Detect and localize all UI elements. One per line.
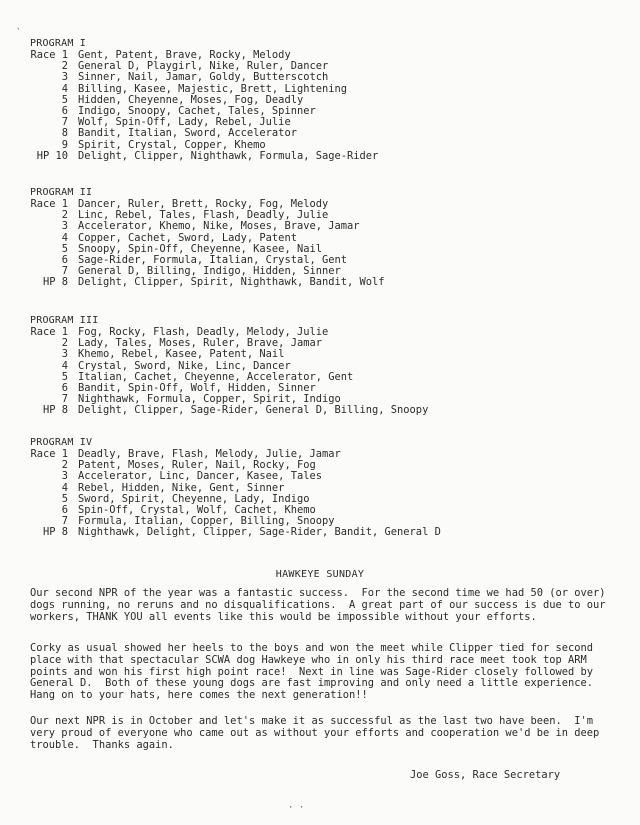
program-title: PROGRAM IV	[30, 437, 93, 448]
race-dogs: Sinner, Nail, Jamar, Goldy, Butterscotch	[78, 71, 329, 84]
race-label: 7	[61, 393, 68, 406]
race-dogs: Delight, Clipper, Sage-Rider, General D, Billing, Snoopy	[78, 404, 429, 417]
race-label: Race 1	[30, 326, 68, 338]
program-title: PROGRAM I	[30, 38, 86, 49]
race-dogs: Accelerator, Linc, Dancer, Kasee, Tales	[78, 470, 322, 483]
race-dogs: Rebel, Hidden, Nike, Gent, Sinner	[78, 481, 285, 494]
race-dogs: Copper, Cachet, Sword, Lady, Patent	[78, 231, 297, 244]
program-title: PROGRAM II	[30, 187, 93, 198]
program-block	[30, 38, 590, 162]
race-label: 4	[61, 481, 68, 494]
race-label: 2	[61, 337, 68, 350]
race-dogs: Spirit, Crystal, Copper, Khemo	[78, 138, 266, 151]
race-row	[30, 527, 590, 538]
race-label: HP 8	[42, 404, 68, 417]
race-dogs: Indigo, Snoopy, Cachet, Tales, Spinner	[78, 104, 316, 117]
program-block	[30, 437, 590, 539]
race-label: 3	[61, 71, 68, 84]
race-label: 3	[61, 348, 68, 361]
race-dogs: Italian, Cachet, Cheyenne, Accelerator, Gent	[78, 370, 354, 383]
race-label: 6	[61, 381, 68, 394]
race-label: 5	[61, 370, 68, 383]
race-dogs: Delight, Clipper, Spirit, Nighthawk, Bandit, Wolf	[78, 276, 385, 289]
race-label: 7	[61, 265, 68, 278]
stray-mark: `	[16, 28, 22, 38]
race-label: 7	[61, 116, 68, 129]
race-dogs: Crystal, Sword, Nike, Linc, Dancer	[78, 359, 291, 372]
race-dogs: Billing, Kasee, Majestic, Brett, Lightening	[78, 82, 347, 95]
race-dogs: Gent, Patent, Brave, Rocky, Melody	[78, 49, 291, 61]
race-label: HP 8	[42, 276, 68, 289]
race-label: 5	[61, 492, 68, 505]
race-label: 6	[61, 503, 68, 516]
race-dogs: Patent, Moses, Ruler, Nail, Rocky, Fog	[78, 459, 316, 472]
race-dogs: Khemo, Rebel, Kasee, Patent, Nail	[78, 348, 285, 361]
paragraph-intro: Our second NPR of the year was a fantastic success. For the second time we had 50 (or over) dogs running, no reruns and no disqualifications. A great part of our success is due to our workers, THANK YOU all events like this would be impossible without your efforts.	[30, 587, 606, 623]
race-dogs: Deadly, Brave, Flash, Melody, Julie, Jamar	[78, 448, 341, 460]
race-label: 4	[61, 231, 68, 244]
race-dogs: Wolf, Spin-Off, Lady, Rebel, Julie	[78, 116, 291, 129]
race-label: Race 1	[30, 198, 68, 210]
race-label: Race 1	[30, 49, 68, 61]
race-dogs: Hidden, Cheyenne, Moses, Fog, Deadly	[78, 93, 304, 106]
program-block	[30, 187, 590, 289]
race-label: Race 1	[30, 448, 68, 460]
race-row	[30, 151, 590, 162]
race-row	[30, 349, 590, 360]
race-row	[30, 471, 590, 482]
race-label: 9	[61, 138, 68, 151]
race-dogs: Formula, Italian, Copper, Billing, Snoopy	[78, 515, 335, 528]
race-dogs: Nighthawk, Delight, Clipper, Sage-Rider, Bandit, General D	[78, 526, 441, 539]
race-label: 2	[61, 60, 68, 73]
race-dogs: Spin-Off, Crystal, Wolf, Cachet, Khemo	[78, 503, 316, 516]
race-label: 2	[61, 209, 68, 222]
race-dogs: General D, Playgirl, Nike, Ruler, Dancer	[78, 60, 329, 73]
race-dogs: Linc, Rebel, Tales, Flash, Deadly, Julie	[78, 209, 329, 222]
race-label: 4	[61, 359, 68, 372]
race-label: 8	[61, 127, 68, 140]
race-dogs: Dancer, Ruler, Brett, Rocky, Fog, Melody	[78, 198, 329, 210]
race-label: 6	[61, 253, 68, 266]
race-label: 3	[61, 220, 68, 233]
paragraph-closing: Our next NPR is in October and let's make it as successful as the last two have been. I'm very proud of everyone who came out as without your efforts and cooperation we'd be in deep trouble. Thanks again.	[30, 715, 600, 751]
race-label: 4	[61, 82, 68, 95]
race-row	[30, 277, 590, 288]
race-label: 6	[61, 104, 68, 117]
stray-mark: · ·	[288, 803, 305, 813]
race-dogs: Bandit, Italian, Sword, Accelerator	[78, 127, 297, 140]
race-row	[30, 140, 590, 151]
race-dogs: General D, Billing, Indigo, Hidden, Sinner	[78, 265, 341, 278]
race-dogs: Lady, Tales, Moses, Ruler, Brave, Jamar	[78, 337, 322, 350]
section-heading: HAWKEYE SUNDAY	[275, 569, 365, 580]
race-dogs: Bandit, Spin-Off, Wolf, Hidden, Sinner	[78, 381, 316, 394]
program-block	[30, 315, 590, 417]
race-label: 5	[61, 242, 68, 255]
race-dogs: Sword, Spirit, Cheyenne, Lady, Indigo	[78, 492, 310, 505]
race-label: 5	[61, 93, 68, 106]
race-label: 3	[61, 470, 68, 483]
race-dogs: Fog, Rocky, Flash, Deadly, Melody, Julie	[78, 326, 329, 338]
race-row	[30, 128, 590, 139]
race-label: 2	[61, 459, 68, 472]
race-row	[30, 72, 590, 83]
race-label: HP 10	[36, 149, 68, 162]
race-dogs: Delight, Clipper, Nighthawk, Formula, Sage-Rider	[78, 149, 379, 162]
program-title: PROGRAM III	[30, 315, 99, 326]
race-dogs: Nighthawk, Formula, Copper, Spirit, Indigo	[78, 393, 341, 406]
paragraph-results: Corky as usual showed her heels to the boys and won the meet while Clipper tied for second place with that spectacular SCWA dog Hawkeye who in only his third race meet took top ARM points and won his first high point race! Next in line was Sage-Rider closely followed by General D. Both of these young dogs are fast improving and only need a little experience. Hang on to your hats, here comes the next generation!!	[30, 642, 594, 702]
race-label: 7	[61, 515, 68, 528]
race-dogs: Sage-Rider, Formula, Italian, Crystal, Gent	[78, 253, 347, 266]
race-row	[30, 221, 590, 232]
race-label: HP 8	[42, 526, 68, 539]
race-dogs: Snoopy, Spin-Off, Cheyenne, Kasee, Nail	[78, 242, 322, 255]
race-dogs: Accelerator, Khemo, Nike, Moses, Brave, Jamar	[78, 220, 360, 233]
signature: Joe Goss, Race Secretary	[410, 769, 561, 781]
race-row	[30, 405, 590, 416]
